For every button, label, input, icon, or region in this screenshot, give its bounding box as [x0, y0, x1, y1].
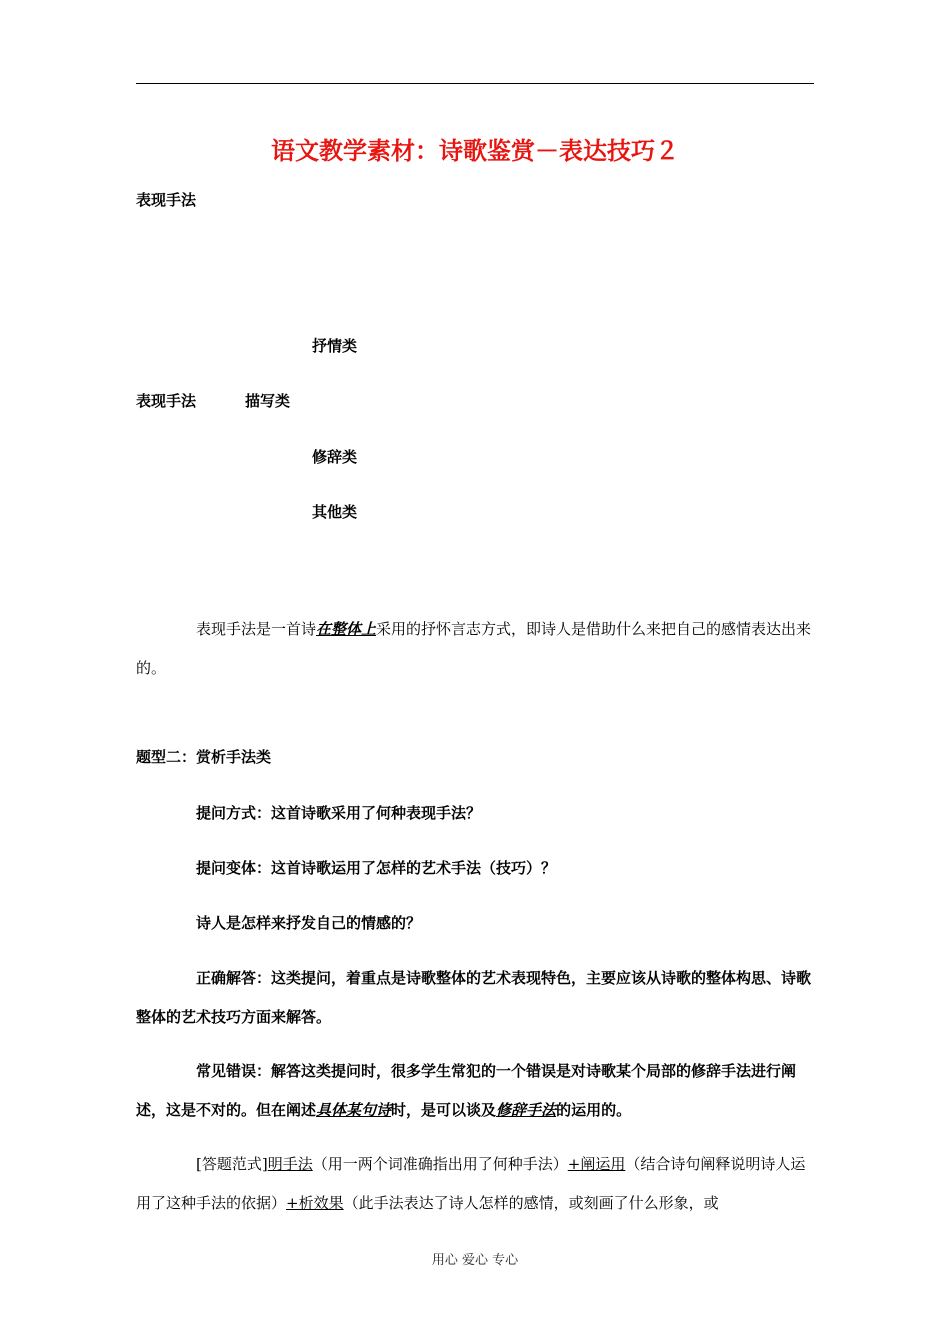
error-emphasis-1: 具体某句诗 — [316, 1101, 392, 1119]
correct-answer-paragraph: 正确解答：这类提问，着重点是诗歌整体的艺术表现特色，主要应该从诗歌的整体构思、诗歌整体的艺术技巧方面来解答。 — [136, 969, 812, 1026]
section-heading: 表现手法 — [136, 191, 197, 209]
tree-branch-rhetorical: 修辞类 — [312, 448, 358, 466]
definition-paragraph — [136, 610, 814, 688]
tree-root: 表现手法 — [136, 392, 197, 410]
template-step-1-note: （用一两个词准确指出用了何种手法） — [312, 1155, 568, 1173]
page-footer: 用心 爱心 专心 — [431, 1253, 519, 1268]
answer-template-paragraph — [136, 1145, 814, 1223]
error-emphasis-2: 修辞手法 — [496, 1101, 557, 1119]
template-step-2: +阐运用 — [567, 1155, 626, 1173]
page-title: 语文教学素材：诗歌鉴赏－表达技巧２ — [271, 136, 679, 165]
error-text-3: 的运用的。 — [556, 1101, 632, 1119]
template-step-3-note: （此手法表达了诗人怎样的感情，或刻画了什么形象，或 — [343, 1194, 719, 1212]
common-error-paragraph — [136, 1052, 814, 1130]
header-rule — [136, 83, 814, 84]
tree-branch-other: 其他类 — [312, 503, 358, 521]
template-step-2-note: （结合诗句阐释说明诗人运用了这种手法的依据） — [136, 1155, 806, 1212]
definition-emphasis: 在整体上 — [316, 620, 377, 638]
template-step-1: 明手法 — [267, 1155, 313, 1173]
error-text-1: 常见错误：解答这类提问时，很多学生常犯的一个错误是对诗歌某个局部的修辞手法进行阐述，这是不对的。但在阐述 — [136, 1062, 797, 1119]
template-step-3: +析效果 — [286, 1194, 344, 1212]
ask-emotion: 诗人是怎样来抒发自己的情感的？ — [196, 914, 422, 932]
ask-method: 提问方式：这首诗歌采用了何种表现手法？ — [196, 804, 482, 822]
template-label: [答题范式] — [196, 1155, 268, 1173]
definition-text-after: 采用的抒怀言志方式，即诗人是借助什么来把自己的感情表达出来的。 — [136, 620, 812, 677]
definition-text-before: 表现手法是一首诗 — [196, 620, 317, 638]
question-type-heading: 题型二：赏析手法类 — [136, 748, 272, 766]
tree-branch-descriptive: 描写类 — [245, 392, 291, 410]
error-text-2: 时，是可以谈及 — [391, 1101, 497, 1119]
tree-branch-lyrical: 抒情类 — [312, 337, 358, 355]
ask-variant: 提问变体：这首诗歌运用了怎样的艺术手法（技巧）？ — [196, 859, 557, 877]
